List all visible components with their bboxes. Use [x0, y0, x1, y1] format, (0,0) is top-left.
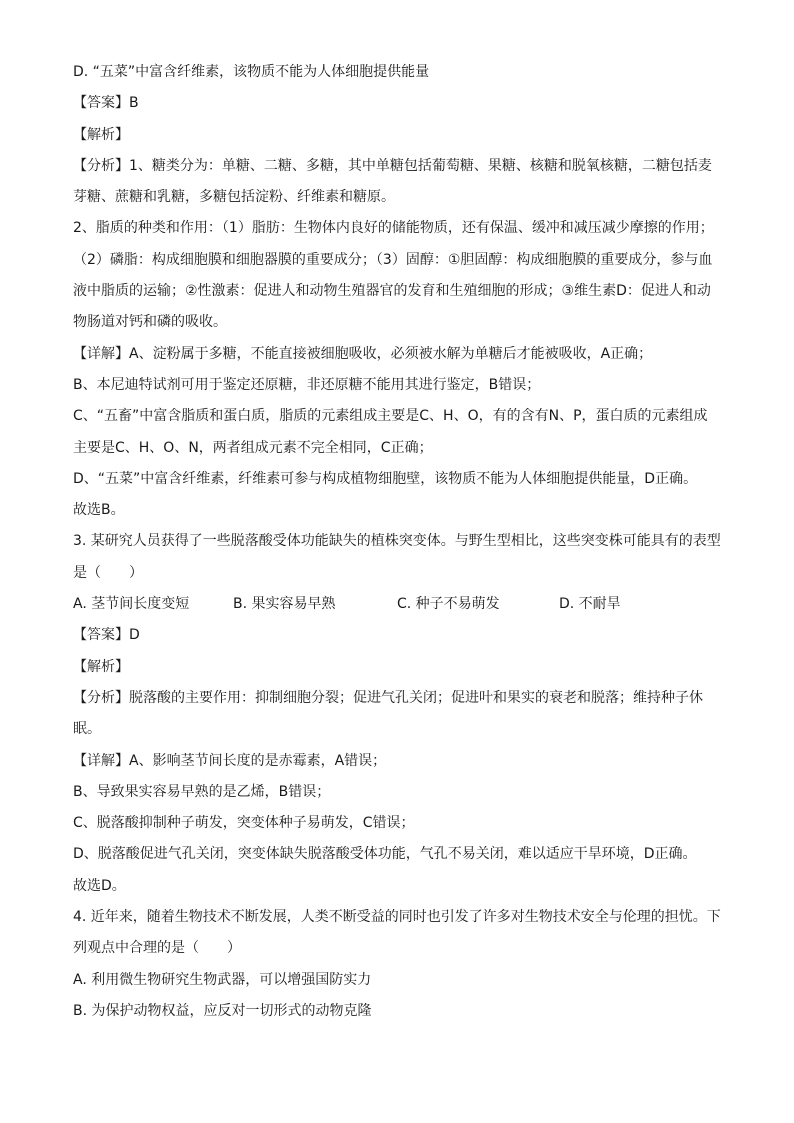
q4-stem-line-1: 4. 近年来，随着生物技术不断发展，人类不断受益的同时也引发了许多对生物技术安全与伦理的担忧。下	[73, 909, 721, 926]
q2-detail-c-line-2: 主要是C、H、O、N，两者组成元素不完全相同，C正确；	[73, 439, 433, 456]
q3-detail-d: D、脱落酸促进气孔关闭，突变体缺失脱落酸受体功能，气孔不易关闭，难以适应干旱环境，D正确。	[73, 846, 697, 863]
q3-detail-a: 【详解】A、影响茎节间长度的是赤霉素，A错误；	[73, 752, 387, 769]
q2-answer: 【答案】B	[73, 95, 139, 112]
q3-analysis-line-1: 【分析】脱落酸的主要作用：抑制细胞分裂；促进气孔关闭；促进叶和果实的衰老和脱落；维持种子休	[73, 689, 703, 706]
q2-detail-d: D、“五菜”中富含纤维素，纤维素可参与构成植物细胞壁，该物质不能为人体细胞提供能量，D正确。	[73, 470, 698, 487]
q2-analysis-line-4: （2）磷脂：构成细胞膜和细胞器膜的重要成分；（3）固醇：①胆固醇：构成细胞膜的重要成分，参与血	[73, 251, 713, 268]
q3-option-b: B. 果实容易早熟	[233, 596, 336, 613]
q3-option-a: A. 茎节间长度变短	[73, 596, 190, 613]
q3-answer: 【答案】D	[73, 627, 140, 644]
q2-analysis-line-1: 【分析】1、糖类分为：单糖、二糖、多糖，其中单糖包括葡萄糖、果糖、核糖和脱氧核糖，二糖包括麦	[73, 157, 712, 174]
q3-explanation-heading: 【解析】	[73, 658, 129, 675]
q3-detail-b: B、导致果实容易早熟的是乙烯，B错误；	[73, 783, 331, 800]
q4-stem-line-2: 列观点中合理的是（ ）	[73, 940, 241, 957]
document-page	[73, 62, 733, 1032]
q2-detail-a: 【详解】A、淀粉属于多糖，不能直接被细胞吸收，必须被水解为单糖后才能被吸收，A正确；	[73, 345, 653, 362]
q2-analysis-line-3: 2、脂质的种类和作用：（1）脂肪：生物体内良好的储能物质，还有保温、缓冲和减压减少摩擦的作用；	[73, 220, 714, 237]
q2-analysis-line-6: 物肠道对钙和磷的吸收。	[73, 314, 227, 331]
q4-option-b: B. 为保护动物权益，应反对一切形式的动物克隆	[73, 1002, 372, 1019]
q3-stem-line-1: 3. 某研究人员获得了一些脱落酸受体功能缺失的植株突变体。与野生型相比，这些突变株可能具有的表型	[73, 533, 721, 550]
q3-option-c: C. 种子不易萌发	[397, 596, 500, 613]
q2-conclusion: 故选B。	[73, 502, 125, 519]
q3-conclusion: 故选D。	[73, 877, 126, 894]
q3-option-d: D. 不耐旱	[559, 596, 621, 613]
q2-explanation-heading: 【解析】	[73, 126, 129, 143]
q3-stem-line-2: 是（ ）	[73, 564, 143, 581]
q4-option-a: A. 利用微生物研究生物武器，可以增强国防实力	[73, 971, 372, 988]
q2-analysis-line-5: 液中脂质的运输；②性激素：促进人和动物生殖器官的发育和生殖细胞的形成；③维生素D：促进人和动	[73, 283, 711, 300]
q3-detail-c: C、脱落酸抑制种子萌发，突变体种子易萌发，C错误；	[73, 815, 415, 832]
q2-analysis-line-2: 芽糖、蔗糖和乳糖，多糖包括淀粉、纤维素和糖原。	[73, 189, 395, 206]
q3-analysis-line-2: 眠。	[73, 721, 101, 738]
q2-detail-b: B、本尼迪特试剂可用于鉴定还原糖，非还原糖不能用其进行鉴定，B错误；	[73, 376, 541, 393]
q2-option-d: D. “五菜”中富含纤维素，该物质不能为人体细胞提供能量	[73, 64, 430, 80]
q2-detail-c-line-1: C、“五畜”中富含脂质和蛋白质，脂质的元素组成主要是C、H、O，有的含有N、P，蛋白质的元素组成	[73, 408, 708, 425]
q3-options	[73, 594, 733, 614]
